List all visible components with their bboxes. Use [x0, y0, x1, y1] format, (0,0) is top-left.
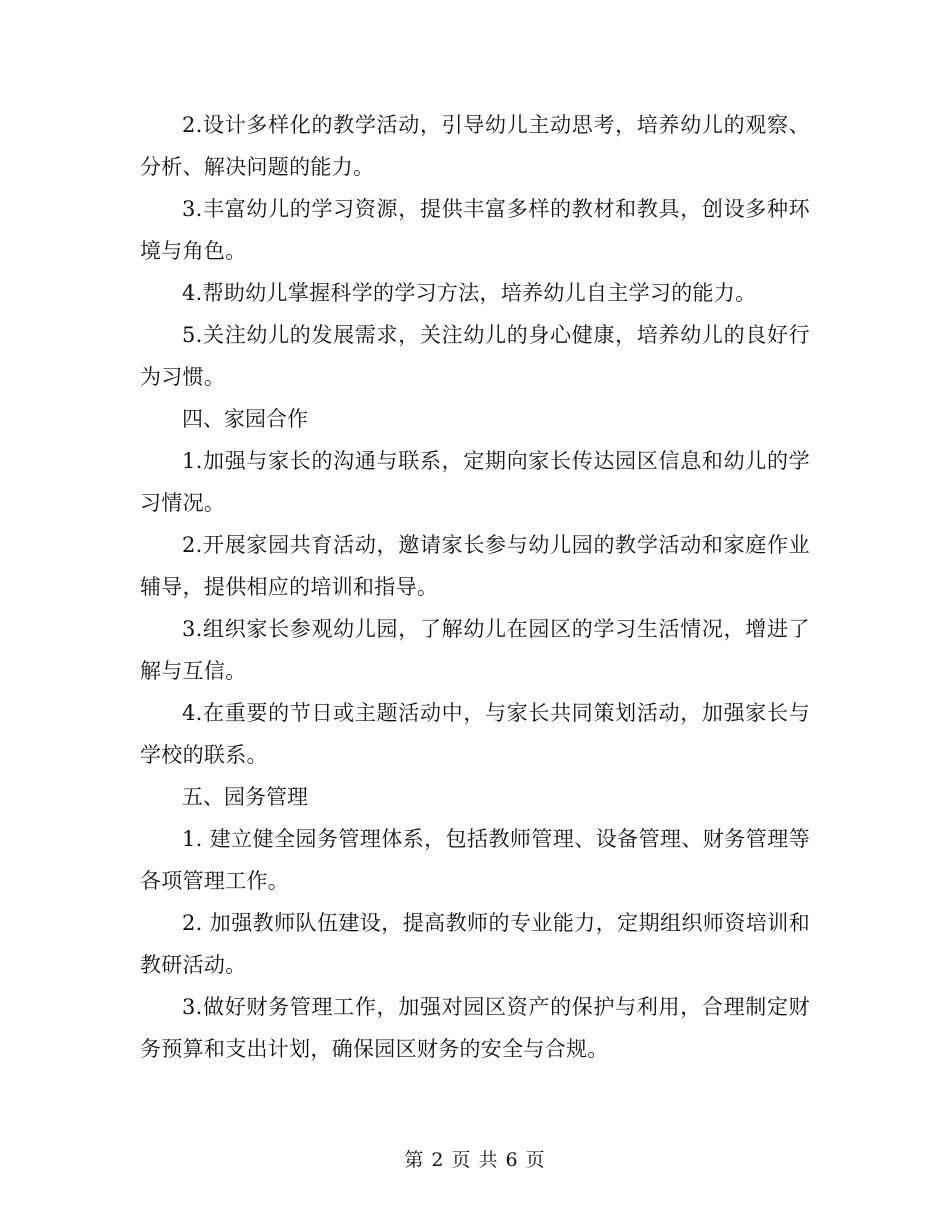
list-item: 4.帮助幼儿掌握科学的学习方法，培养幼儿自主学习的能力。: [182, 281, 757, 305]
list-item: 5.关注幼儿的发展需求，关注幼儿的身心健康，培养幼儿的良好行为习惯。: [140, 323, 810, 389]
section-heading: 五、园务管理: [182, 785, 308, 809]
list-item: 2. 加强教师队伍建设，提高教师的专业能力，定期组织师资培训和教研活动。: [140, 911, 810, 977]
list-item: 3.丰富幼儿的学习资源，提供丰富多样的教材和教具，创设多种环境与角色。: [140, 197, 810, 263]
list-item: 2.设计多样化的教学活动，引导幼儿主动思考，培养幼儿的观察、分析、解决问题的能力。: [140, 113, 810, 179]
list-item: 2.开展家园共育活动，邀请家长参与幼儿园的教学活动和家庭作业辅导，提供相应的培训和指导。: [140, 533, 810, 599]
list-item: 1. 建立健全园务管理体系，包括教师管理、设备管理、财务管理等各项管理工作。: [140, 827, 810, 893]
list-item: 3.组织家长参观幼儿园，了解幼儿在园区的学习生活情况，增进了解与互信。: [140, 617, 810, 683]
list-item: 4.在重要的节日或主题活动中，与家长共同策划活动，加强家长与学校的联系。: [140, 701, 810, 767]
list-item: 3.做好财务管理工作，加强对园区资产的保护与利用，合理制定财务预算和支出计划，确保园区财务的安全与合规。: [140, 995, 810, 1061]
document-body: [140, 104, 810, 1070]
section-heading: 四、家园合作: [182, 407, 308, 431]
page-number-footer: 第 2 页 共 6 页: [404, 1149, 546, 1171]
list-item: 1.加强与家长的沟通与联系，定期向家长传达园区信息和幼儿的学习情况。: [140, 449, 810, 515]
